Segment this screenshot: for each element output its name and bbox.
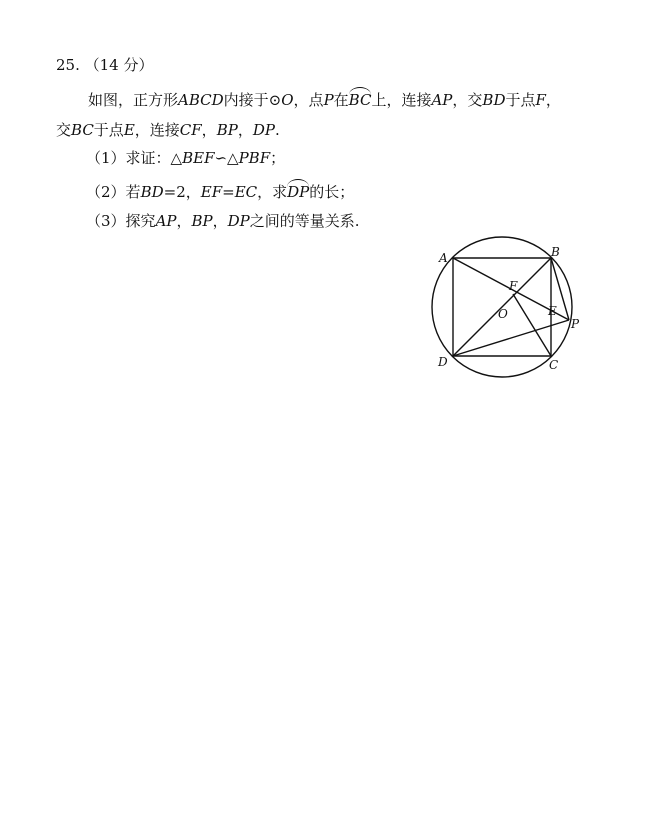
segment-bc: BC — [71, 121, 94, 139]
question-text: 的长； — [309, 183, 355, 201]
stem-text: ，交 — [452, 91, 483, 109]
segment-cf: CF — [179, 121, 202, 139]
square-name: ABCD — [178, 91, 224, 109]
question-text: 之间的等量关系. — [249, 212, 360, 230]
label-c: C — [549, 358, 559, 372]
stem-text: ， — [237, 121, 253, 139]
question-text: =2， — [163, 183, 201, 201]
stem-text: 于点 — [93, 121, 124, 139]
segment-bp: BP — [216, 121, 238, 139]
segment-ap: AP — [155, 212, 177, 230]
stem-text: ，连接 — [134, 121, 180, 139]
stem-text: 内接于⊙ — [223, 91, 282, 109]
point-f: F — [535, 91, 546, 109]
stem-text: . — [274, 121, 280, 139]
stem-text: ， — [545, 91, 561, 109]
question-text: ， — [176, 212, 192, 230]
segment-bd: BD — [482, 91, 506, 109]
label-f: F — [509, 279, 518, 293]
segment-dp: DP — [227, 212, 250, 230]
label-o: O — [498, 307, 508, 321]
question-text: = — [222, 183, 235, 201]
label-p: P — [571, 317, 580, 331]
segment-dp: DP — [252, 121, 275, 139]
circle-name: O — [281, 91, 294, 109]
question-number: （2） — [86, 183, 126, 201]
triangle-pbf: PBF — [238, 149, 271, 167]
problem-number: 25. — [56, 56, 80, 74]
point-e: E — [123, 121, 135, 139]
segment-cf — [513, 294, 551, 356]
stem-text: 在 — [333, 91, 349, 109]
question-number: （3） — [86, 212, 126, 230]
similar-symbol: ∽△ — [214, 149, 239, 167]
label-b: B — [551, 245, 560, 259]
question-number: （1） — [86, 149, 126, 167]
question-text: 若 — [125, 183, 141, 201]
point-p: P — [323, 91, 334, 109]
stem-text: 交 — [56, 121, 72, 139]
problem-points: （14 分） — [84, 56, 154, 74]
question-text: 求证：△ — [125, 149, 183, 167]
stem-text: 如图，正方形 — [88, 91, 179, 109]
label-e: E — [548, 304, 557, 318]
triangle-bef: BEF — [182, 149, 215, 167]
stem-text: 于点 — [505, 91, 536, 109]
arc-bc: BC — [348, 91, 372, 109]
label-a: A — [439, 251, 448, 265]
question-text: ，求 — [257, 183, 288, 201]
question-text: ； — [270, 149, 286, 167]
segment-bd: BD — [140, 183, 164, 201]
arc-dp: DP — [287, 183, 310, 201]
stem-text: ，点 — [293, 91, 324, 109]
question-text: ， — [212, 212, 228, 230]
segment-ef: EF — [200, 183, 223, 201]
label-d: D — [438, 355, 448, 369]
stem-text: ， — [201, 121, 217, 139]
question-text: 探究 — [125, 212, 156, 230]
segment-ec: EC — [234, 183, 258, 201]
segment-bp: BP — [191, 212, 213, 230]
stem-text: 上，连接 — [371, 91, 432, 109]
segment-ap: AP — [431, 91, 453, 109]
